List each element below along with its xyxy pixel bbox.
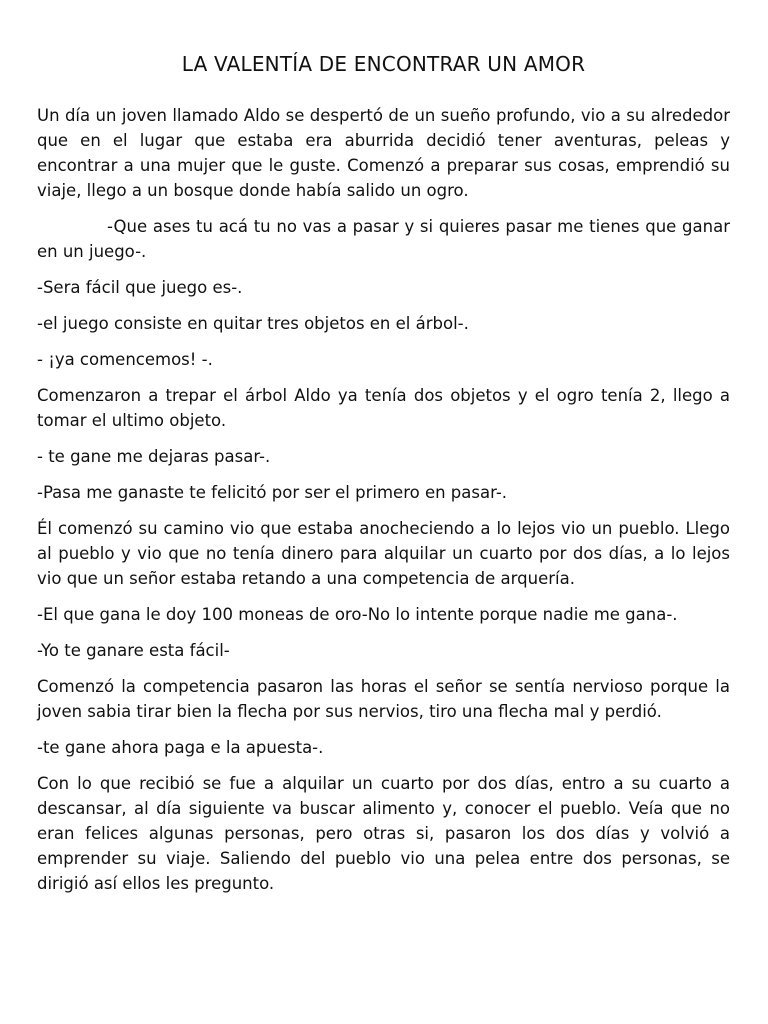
paragraph: Él comenzó su camino vio que estaba anocheciendo a lo lejos vio un pueblo. Llego al pueblo y vio que no tenía dinero para alquilar un cuarto por dos días, a lo lejos vio que un señor estaba retando a una competencia de arquería.	[37, 519, 730, 588]
paragraph: - te gane me dejaras pasar-.	[37, 447, 271, 466]
paragraph: -El que gana le doy 100 moneas de oro-No lo intente porque nadie me gana-.	[37, 605, 678, 624]
paragraph: -el juego consiste en quitar tres objetos en el árbol-.	[37, 314, 469, 333]
paragraph: -te gane ahora paga e la apuesta-.	[37, 738, 324, 757]
paragraph: -Que ases tu acá tu no vas a pasar y si quieres pasar me tienes que ganar en un juego-.	[37, 217, 730, 261]
document-body	[37, 103, 730, 896]
paragraph: -Yo te ganare esta fácil-	[37, 641, 230, 660]
paragraph: -Pasa me ganaste te felicitó por ser el primero en pasar-.	[37, 483, 508, 502]
paragraph: Con lo que recibió se fue a alquilar un cuarto por dos días, entro a su cuarto a descansar, al día siguiente va buscar alimento y, conocer el pueblo. Veía que no eran felices algunas personas, pero otras si, pasaron los dos días y volvió a emprender su viaje. Saliendo del pueblo vio una pelea entre dos personas, se dirigió así ellos les pregunto.	[37, 774, 730, 893]
paragraph: Comenzaron a trepar el árbol Aldo ya tenía dos objetos y el ogro tenía 2, llego a tomar el ultimo objeto.	[37, 386, 730, 430]
paragraph: Comenzó la competencia pasaron las horas el señor se sentía nervioso porque la joven sabia tirar bien la flecha por sus nervios, tiro una flecha mal y perdió.	[37, 677, 730, 721]
paragraph: - ¡ya comencemos! -.	[37, 350, 213, 369]
paragraph: Un día un joven llamado Aldo se despertó de un sueño profundo, vio a su alrededor que en el lugar que estaba era aburrida decidió tener aventuras, peleas y encontrar a una mujer que le guste. Comenzó a preparar sus cosas, emprendió su viaje, llego a un bosque donde había salido un ogro.	[37, 106, 730, 200]
paragraph: -Sera fácil que juego es-.	[37, 278, 243, 297]
document-title: LA VALENTÍA DE ENCONTRAR UN AMOR	[181, 52, 586, 76]
